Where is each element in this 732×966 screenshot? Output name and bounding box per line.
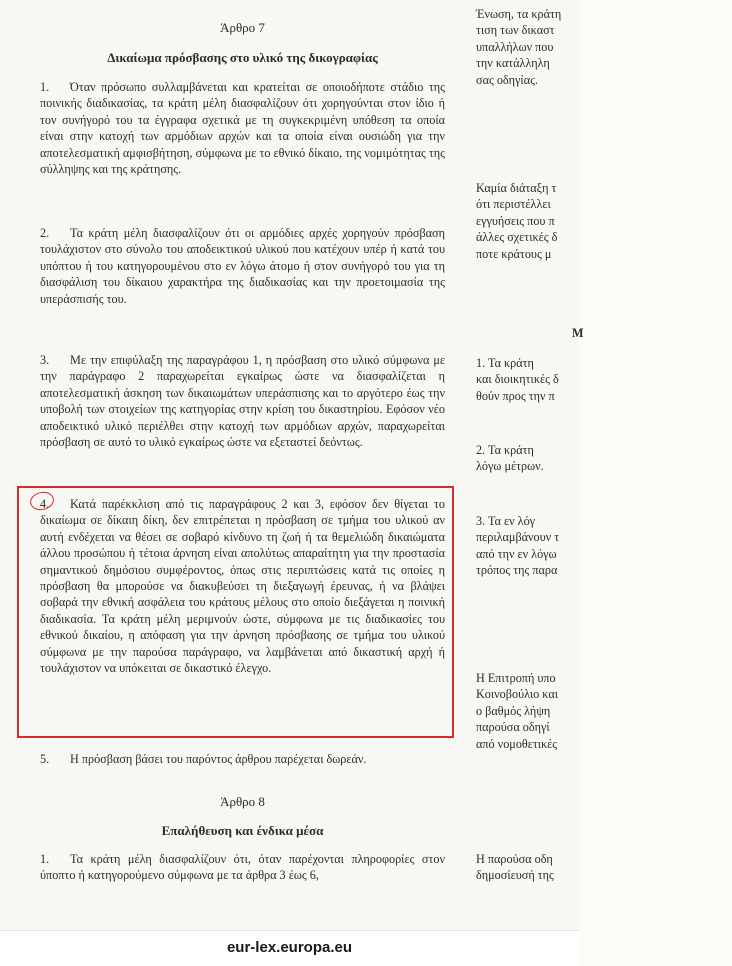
article-8-paragraph-1 <box>40 851 445 884</box>
right-line: 2. Τα κράτη <box>476 443 534 457</box>
right-line: δημοσίευσή της <box>476 868 554 883</box>
right-line: λόγω μέτρων. <box>476 459 544 474</box>
right-line: από νομοθετικές <box>476 736 558 751</box>
right-line: σας οδηγίας. <box>476 72 538 87</box>
right-line: ότι περιστέλλει <box>476 197 551 212</box>
article-7-paragraph-3 <box>40 352 445 450</box>
right-line: Η Επιτροπή υπο <box>476 671 556 685</box>
right-line: ποτε κράτους μ <box>476 246 552 261</box>
right-line: Η παρούσα οδη <box>476 852 553 866</box>
right-block-g <box>476 851 636 884</box>
paragraph-number: 1. <box>40 80 50 94</box>
paragraph-text: Τα κράτη μέλη διασφαλίζουν ότι, όταν παρέχονται πληροφορίες στον ύποπτο ή κατηγορούμενο σύμφωνα με τα άρθρα 3 έως 6, <box>40 852 445 883</box>
paragraph-text: Με την επιφύλαξη της παραγράφου 1, η πρόσβαση στο υλικό σύμφωνα με την παράγραφο 2 παραχωρείται εγκαίρως ώστε να διασφαλίζεται η αποτελεσματική άσκηση των δικαιωμάτων υπεράσπισης και το αργότερο έως την υποβολή των στοιχείων της κατηγορίας στην κρίση του δικαστηρίου. Εφόσον νέο αποδεικτικό υλικό περιέλθει στην κατοχή των αρμόδιων αρχών, παραχωρείται πρόσβαση σε αυτό το υλικό εγκαίρως ώστε να εξεταστεί δεόντως. <box>40 353 445 450</box>
right-block-a <box>476 6 636 88</box>
right-line: υπαλλήλων που <box>476 39 554 54</box>
right-line: Κοινοβούλιο και <box>476 687 558 702</box>
article-7-title: Δικαίωμα πρόσβασης στο υλικό της δικογραφίας <box>107 50 378 65</box>
right-line: Ένωση, τα κράτη <box>476 7 562 21</box>
right-line: θούν προς την π <box>476 388 555 403</box>
right-line: από την εν λόγω <box>476 546 557 561</box>
right-line: 3. Τα εν λόγ <box>476 514 536 528</box>
right-block-d <box>476 442 636 475</box>
right-column-cropped <box>476 0 584 930</box>
right-line: άλλες σχετικές δ <box>476 230 558 245</box>
right-line: την κατάλληλη <box>476 56 550 71</box>
article-7-paragraph-1 <box>40 79 445 177</box>
paragraph-number: 1. <box>40 852 50 866</box>
right-line: τρόπος της παρα <box>476 563 558 578</box>
paragraph-text: Κατά παρέκκλιση από τις παραγράφους 2 και 3, εφόσον δεν θίγεται το δικαίωμα σε δίκαιη δίκη, δεν επιτρέπεται η πρόσβαση σε τμήμα του υλικού αν αυτή ενδέχεται να θέσει σε σοβαρό κίνδυνο τη ζωή ή τα θεμελιώδη δικαιώματα άλλου προσώπου ή τέτοια άρνηση είναι απολύτως απαραίτητη για την προστασία σημαντικού δημόσιου συμφέροντος, όπως στις περιπτώσεις κατά τις οποίες η πρόσβαση θα μπορούσε να διακυβεύσει τη διεξαγωγή έρευνας, ή να βλάψει σοβαρά την εθνική ασφάλεια του κράτους μέλους στο οποίο διεξάγεται η ποινική διαδικασία. Τα κράτη μέλη μεριμνούν ώστε, σύμφωνα με τις διαδικασίες του εθνικού δικαίου, η απόφαση για την άρνηση πρόσβασης σε τμήμα του υλικού σύμφωνα με την παρούσα παράγραφο, να λαμβάνεται από δικαστική αρχή ή τουλάχιστον να υπόκειται σε δικαστικό έλεγχο. <box>40 497 445 676</box>
right-block-f <box>476 670 636 752</box>
source-footer <box>0 930 579 966</box>
right-line: τιση των δικαστ <box>476 23 555 38</box>
paragraph-text: Η πρόσβαση βάσει του παρόντος άρθρου παρέχεται δωρεάν. <box>70 752 367 766</box>
paragraph-text: Όταν πρόσωπο συλλαμβάνεται και κρατείται σε οποιοδήποτε στάδιο της ποινικής διαδικασίας, τα κράτη μέλη διασφαλίζουν ότι χορηγούνται στον ίδιο ή τον συνήγορό του τα έγγραφα σχετικά με τη συγκεκριμένη υπόθεση τα οποία είναι στην κατοχή των αρμόδιων αρχών και τα οποία είναι ουσιώδη για την αποτελεσματική αμφισβήτηση, σύμφωνα με το εθνικό δίκαιο, της νομιμότητας της σύλληψης και της κράτησης. <box>40 80 445 177</box>
article-8-label: Άρθρο 8 <box>220 794 265 809</box>
right-line: εγγυήσεις που π <box>476 213 555 228</box>
article-8-title: Επαλήθευση και ένδικα μέσα <box>161 823 324 838</box>
right-heading-fragment: Μ <box>572 326 584 340</box>
right-line: ο βαθμός λήψη <box>476 703 551 718</box>
paragraph-number: 2. <box>40 226 50 240</box>
right-line: 1. Τα κράτη <box>476 356 534 370</box>
source-url: eur-lex.europa.eu <box>226 939 353 956</box>
article-7-paragraph-5 <box>40 751 445 767</box>
right-block-e <box>476 513 636 579</box>
paragraph-text: Τα κράτη μέλη διασφαλίζουν ότι οι αρμόδιες αρχές χορηγούν πρόσβαση τουλάχιστον στο σύνολο του αποδεικτικού υλικού που κατέχουν υπέρ ή κατά του υπόπτου ή του κατηγορουμένου στο εν λόγω άτομο ή στον συνήγορό του για τη διασφάλιση του δίκαιου χαρακτήρα της διαδικασίας και την προετοιμασία της υπεράσπισής του. <box>40 226 445 306</box>
paragraph-4-highlight-frame <box>17 486 454 738</box>
right-line: Καμία διάταξη τ <box>476 181 557 195</box>
right-line: και διοικητικές δ <box>476 372 559 387</box>
paragraph-number: 3. <box>40 353 50 367</box>
article-7-paragraph-2 <box>40 225 445 307</box>
right-block-c <box>476 355 636 404</box>
right-block-b <box>476 180 636 262</box>
article-7-label: Άρθρο 7 <box>220 20 265 35</box>
paragraph-number: 5. <box>40 752 50 766</box>
paragraph-number: 4. <box>40 497 50 511</box>
right-line: παρούσα οδηγί <box>476 720 550 735</box>
right-line: περιλαμβάνουν τ <box>476 530 560 545</box>
